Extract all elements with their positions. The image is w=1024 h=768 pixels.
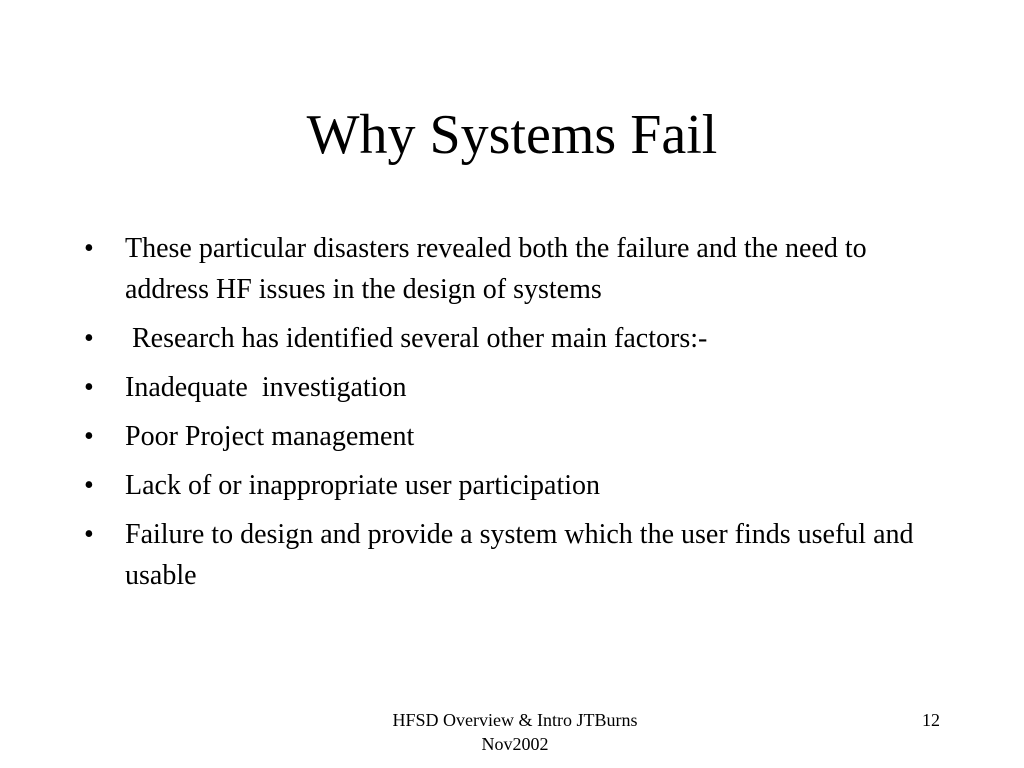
bullet-icon: •: [84, 519, 94, 550]
bullet-text: These particular disasters revealed both the failure and the need to address HF issues in the design of systems: [125, 233, 874, 305]
footer-line-1: HFSD Overview & Intro JTBurns: [392, 710, 638, 730]
bullet-icon: •: [84, 421, 94, 452]
list-item: [84, 514, 954, 596]
bullet-icon: •: [84, 470, 94, 501]
bullet-list: [84, 228, 954, 604]
bullet-text: Inadequate investigation: [125, 372, 407, 403]
bullet-icon: •: [84, 233, 94, 264]
bullet-text: Research has identified several other main factors:-: [125, 323, 708, 354]
bullet-icon: •: [84, 323, 94, 354]
slide-title: Why Systems Fail: [306, 104, 718, 166]
list-item: [84, 367, 954, 408]
list-item: [84, 465, 954, 506]
footer-line-2: Nov2002: [481, 734, 549, 754]
bullet-text: Failure to design and provide a system which the user finds useful and usable: [125, 519, 921, 591]
page-number: 12: [922, 710, 940, 730]
footer-text: [360, 708, 670, 756]
bullet-text: Poor Project management: [125, 421, 415, 452]
bullet-icon: •: [84, 372, 94, 403]
list-item: [84, 228, 954, 310]
list-item: [84, 416, 954, 457]
bullet-text: Lack of or inappropriate user participation: [125, 470, 601, 501]
list-item: [84, 318, 954, 359]
